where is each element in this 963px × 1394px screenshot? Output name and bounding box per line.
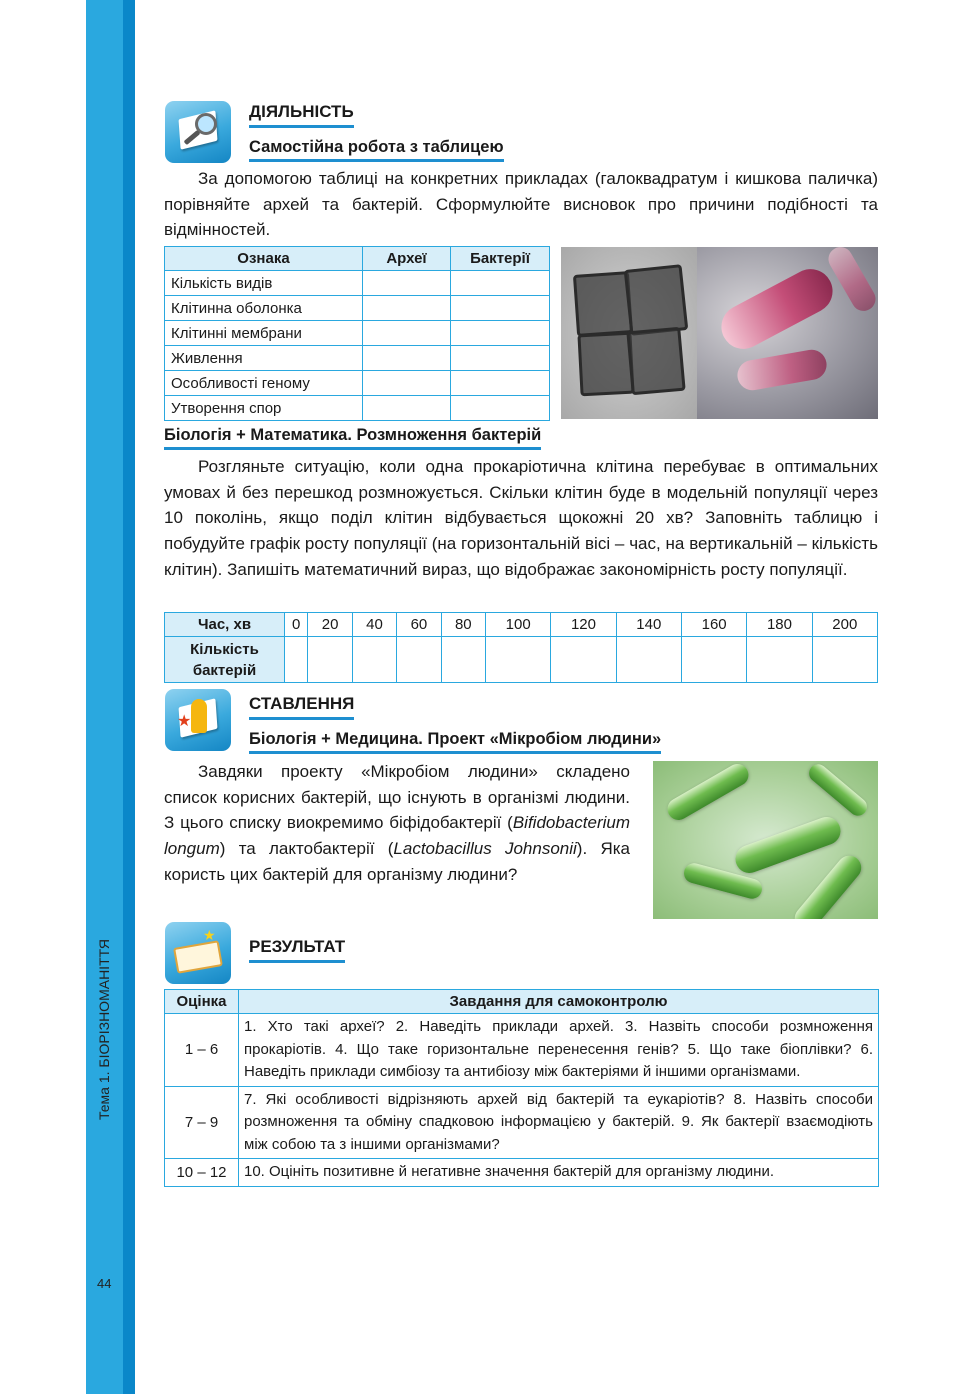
activity-map-icon [165,101,231,163]
side-stripe-edge [123,0,135,1394]
task-cell: 1. Хто такі археї? 2. Наведіть приклади архей. 3. Назвіть способи розмноження прокаріотів. 4. Що таке горизонтальне перенесення генів? 5. Що таке біоплівки? 6. Наведіть приклади симбіозу та антибіозу між бактеріями й іншими організмами. [239,1014,879,1087]
task-cell: 7. Які особливості відрізняють архей від бактерій та еукаріотів? 8. Назвіть способи розмноження та обміну спадковою інформацією у бактерій. 9. Як бактерії взаємодіють між собою та з іншими організмами? [239,1086,879,1159]
growth-table [164,612,878,683]
self-check-table [164,989,879,1187]
table-row: Живлення [165,346,550,371]
result-book-icon: ★ [165,922,231,984]
page-margin [0,0,86,1394]
time-cell: 200 [812,613,877,637]
time-cell: 80 [441,613,485,637]
table-row: Особливості геному [165,371,550,396]
page-number: 44 [97,1276,112,1291]
attitude-title: СТАВЛЕННЯ [249,694,354,714]
comparison-table [164,246,550,421]
table-row: Клітинна оболонка [165,296,550,321]
table-row: Клітинні мембрани [165,321,550,346]
table-row: Утворення спор [165,396,550,421]
activity-subtitle: Самостійна робота з таблицею [249,138,504,157]
score-cell: 10 – 12 [165,1159,239,1187]
table-row [165,1159,879,1187]
table-row [165,1014,879,1087]
ecoli-illustration [697,247,878,419]
table-header: Ознака [165,247,363,271]
table-row: Кількість видів [165,271,550,296]
attitude-subtitle: Біологія + Медицина. Проект «Мікробіом людини» [249,730,661,749]
table-row [165,1086,879,1159]
time-cell: 160 [681,613,746,637]
activity-text: За допомогою таблиці на конкретних прикладах (галоквадратум і кишкова паличка) порівняйте архей та бактерій. Сформулюйте висновок про причини подібності та відмінностей. [164,169,878,240]
side-stripe [86,0,123,1394]
score-cell: 1 – 6 [165,1014,239,1087]
time-cell: 120 [551,613,616,637]
math-subtitle: Біологія + Математика. Розмноження бактерій [164,426,541,445]
time-cell: 40 [352,613,396,637]
time-cell: 180 [747,613,812,637]
time-cell: 20 [308,613,352,637]
table-header: Бактерії [451,247,550,271]
result-title: РЕЗУЛЬТАТ [249,937,345,957]
task-cell: 10. Оцініть позитивне й негативне значення бактерій для організму людини. [239,1159,879,1187]
activity-title: ДІЯЛЬНІСТЬ [249,102,354,122]
table-header: Завдання для самоконтролю [239,990,879,1014]
attitude-figure-icon: ★ [165,689,231,751]
time-header: Час, хв [165,613,285,637]
math-text: Розгляньте ситуацію, коли одна прокаріотична клітина перебуває в оптимальних умовах й без перешкод розмножується. Скільки клітин буде в модельній популяції через 10 поколінь, якщо поділ клітин відбувається щокожні 20 хв? Заповніть таблицю і побудуйте графік росту популяції (на горизонтальній вісі – час, на вертикальній – кількість клітин). Запишіть математичний вираз, що відображає закономірність росту популяції. [164,457,878,579]
time-cell: 100 [486,613,551,637]
time-cell: 0 [285,613,308,637]
green-bacteria-image [653,761,878,919]
count-header: Кількість бактерій [165,637,285,683]
score-cell: 7 – 9 [165,1086,239,1159]
table-header: Археї [363,247,451,271]
chapter-label: Тема 1. БІОРІЗНОМАНІТТЯ [96,939,112,1120]
archaea-micrograph [561,247,697,419]
time-cell: 60 [397,613,441,637]
time-cell: 140 [616,613,681,637]
table-header: Оцінка [165,990,239,1014]
attitude-text: Завдяки проекту «Мікробіом людини» складено список корисних бактерій, що існують в організмі людини. З цього списку виокремимо біфідобактерії (Bifidobacterium longum) та лактобактерії (Lactobacillus Johnsonii). Яка користь цих бактерій для організму людини? [164,762,630,884]
